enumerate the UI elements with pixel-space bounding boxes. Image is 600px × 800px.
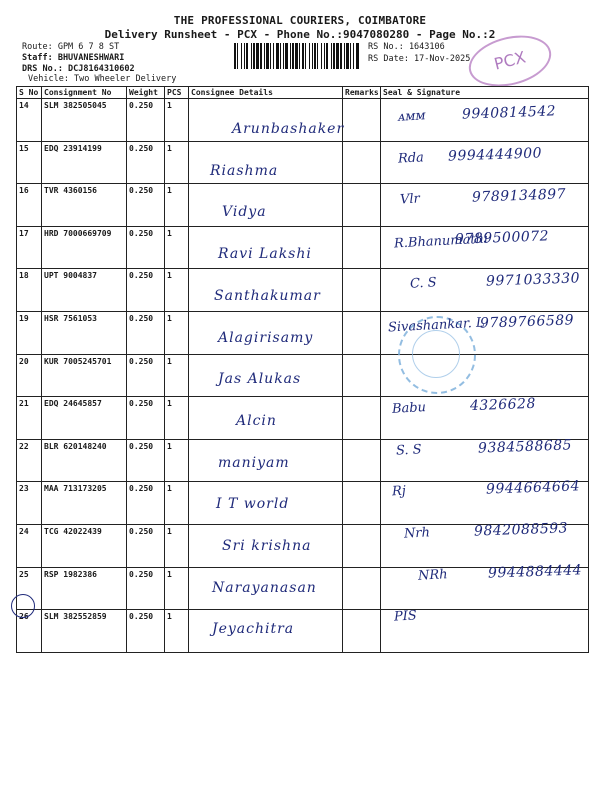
barcode-bar xyxy=(234,43,236,69)
weight-cell: 0.250 xyxy=(127,397,165,440)
handwritten-signature: NRh xyxy=(417,566,448,584)
barcode-bar xyxy=(251,43,252,69)
barcode-bar xyxy=(244,43,245,69)
barcode-bar xyxy=(356,43,359,69)
weight-cell: 0.250 xyxy=(127,226,165,269)
pcs-cell: 1 xyxy=(165,226,189,269)
barcode-bar xyxy=(270,43,271,69)
consignment-cell: SLM 382505045 xyxy=(42,99,127,142)
handwritten-consignee: Alagirisamy xyxy=(218,329,314,346)
remarks-cell xyxy=(343,482,381,525)
sno-cell: 26 xyxy=(17,610,42,653)
handwritten-phone: 9384588685 xyxy=(477,436,573,457)
handwritten-signature: Rda xyxy=(397,150,425,167)
pcs-cell: 1 xyxy=(165,184,189,227)
barcode-bar xyxy=(292,43,294,69)
handwritten-signature: PIS xyxy=(393,608,418,625)
pcs-cell: 1 xyxy=(165,269,189,312)
barcode-bar xyxy=(312,43,313,69)
consignment-cell: EDQ 23914199 xyxy=(42,141,127,184)
handwritten-consignee: Riashma xyxy=(210,162,279,179)
sno-cell: 24 xyxy=(17,524,42,567)
handwritten-phone: 9944884444 xyxy=(487,562,583,582)
weight-cell: 0.250 xyxy=(127,482,165,525)
col-header-remarks: Remarks xyxy=(343,87,381,99)
col-header-consignment: Consignment No xyxy=(42,87,127,99)
barcode-image xyxy=(234,43,360,69)
handwritten-consignee: Narayanasan xyxy=(212,579,317,596)
rs-number: RS No.: 1643106 xyxy=(368,42,445,52)
vehicle-label: Vehicle: Two Wheeler Delivery xyxy=(28,74,177,84)
table-row xyxy=(17,354,589,397)
remarks-cell xyxy=(343,184,381,227)
weight-cell: 0.250 xyxy=(127,99,165,142)
sno-cell: 21 xyxy=(17,397,42,440)
pcs-cell: 1 xyxy=(165,610,189,653)
handwritten-consignee: Sri krishna xyxy=(222,538,312,554)
handwritten-signature: Sivashankar. L xyxy=(387,314,485,336)
consignment-cell: MAA 713173205 xyxy=(42,482,127,525)
weight-cell: 0.250 xyxy=(127,610,165,653)
handwritten-signature: ᴀᴍᴍ xyxy=(397,108,426,125)
barcode-bar xyxy=(340,43,342,69)
barcode-bar xyxy=(241,43,242,69)
pcs-cell: 1 xyxy=(165,311,189,354)
barcode-bar xyxy=(253,43,255,69)
remarks-cell xyxy=(343,567,381,610)
handwritten-consignee: I T world xyxy=(216,496,290,513)
consignment-cell: TVR 4360156 xyxy=(42,184,127,227)
handwritten-phone: 9789134897 xyxy=(471,186,567,207)
weight-cell: 0.250 xyxy=(127,354,165,397)
remarks-cell xyxy=(343,439,381,482)
handwritten-phone: 9944664664 xyxy=(485,478,581,498)
barcode-bar xyxy=(331,43,332,69)
sno-cell: 15 xyxy=(17,141,42,184)
col-header-consignee: Consignee Details xyxy=(189,87,343,99)
barcode-bar xyxy=(346,43,349,69)
barcode-bar xyxy=(350,43,351,69)
table-row xyxy=(17,610,589,653)
barcode-bar xyxy=(324,43,325,69)
rs-date: RS Date: 17-Nov-2025 xyxy=(368,54,471,64)
handwritten-phone: 4326628 xyxy=(469,395,537,415)
handwritten-signature: Vlr xyxy=(399,191,421,208)
barcode-bar xyxy=(290,43,291,69)
handwritten-signature: C. S xyxy=(409,275,438,292)
table-header-row xyxy=(17,87,589,99)
barcode-bar xyxy=(237,43,238,69)
col-header-signature: Seal & Signature xyxy=(381,87,589,99)
barcode-bar xyxy=(285,43,288,69)
barcode-bar xyxy=(302,43,304,69)
staff-label: Staff: BHUVANESHWARI xyxy=(22,53,125,63)
remarks-cell xyxy=(343,226,381,269)
route-label: Route: GPM 6 7 8 ST xyxy=(22,42,120,52)
barcode-bar xyxy=(295,43,298,69)
barcode-bar xyxy=(276,43,279,69)
sno-cell: 14 xyxy=(17,99,42,142)
sno-cell: 19 xyxy=(17,311,42,354)
drs-label: DRS No.: DCJ8164310602 xyxy=(22,64,135,74)
consignment-cell: KUR 7005245701 xyxy=(42,354,127,397)
consignment-cell: BLR 620148240 xyxy=(42,439,127,482)
sno-cell: 17 xyxy=(17,226,42,269)
remarks-cell xyxy=(343,524,381,567)
sno-cell: 18 xyxy=(17,269,42,312)
barcode-bar xyxy=(256,43,259,69)
barcode-bar xyxy=(317,43,318,69)
pcs-cell: 1 xyxy=(165,99,189,142)
handwritten-consignee: Arunbashaker xyxy=(232,121,345,137)
consignment-cell: HSR 7561053 xyxy=(42,311,127,354)
row-26-circle-mark xyxy=(11,594,35,618)
company-seal-inner xyxy=(412,330,460,378)
consignment-cell: SLM 382552859 xyxy=(42,610,127,653)
pcs-cell: 1 xyxy=(165,439,189,482)
handwritten-signature: Babu xyxy=(391,400,427,417)
barcode-bar xyxy=(283,43,284,69)
weight-cell: 0.250 xyxy=(127,567,165,610)
weight-cell: 0.250 xyxy=(127,524,165,567)
remarks-cell xyxy=(343,610,381,653)
weight-cell: 0.250 xyxy=(127,269,165,312)
handwritten-signature: Nrh xyxy=(403,525,431,542)
barcode-bar xyxy=(299,43,300,69)
handwritten-phone: 9789500072 xyxy=(454,228,550,248)
page-title: THE PROFESSIONAL COURIERS, COIMBATORE xyxy=(173,14,427,27)
barcode-bar xyxy=(321,43,322,69)
barcode-bar xyxy=(333,43,335,69)
handwritten-phone: 9994444900 xyxy=(447,145,543,165)
col-header-sno: S No xyxy=(17,87,42,99)
barcode-bar xyxy=(246,43,248,69)
handwritten-consignee: Jas Alukas xyxy=(218,371,302,388)
barcode-bar xyxy=(266,43,269,69)
handwritten-consignee: maniyam xyxy=(218,454,290,471)
consignment-cell: TCG 42022439 xyxy=(42,524,127,567)
weight-cell: 0.250 xyxy=(127,141,165,184)
handwritten-signature: Rj xyxy=(391,483,407,500)
handwritten-consignee: Ravi Lakshi xyxy=(218,246,312,263)
barcode-bar xyxy=(309,43,310,69)
barcode-bar xyxy=(280,43,281,69)
pcs-cell: 1 xyxy=(165,354,189,397)
consignment-cell: UPT 9004837 xyxy=(42,269,127,312)
sno-cell: 20 xyxy=(17,354,42,397)
barcode-bar xyxy=(353,43,354,69)
handwritten-consignee: Santhakumar xyxy=(214,287,321,304)
handwritten-phone: 9842088593 xyxy=(473,520,569,540)
barcode-bar xyxy=(260,43,262,69)
handwritten-signature: R.Bhanumathi xyxy=(393,231,489,252)
barcode-bar xyxy=(264,43,265,69)
handwritten-signature: S. S xyxy=(395,441,422,459)
barcode-bar xyxy=(273,43,274,69)
remarks-cell xyxy=(343,269,381,312)
handwritten-consignee: Alcin xyxy=(236,412,277,429)
consignment-cell: EDQ 24645857 xyxy=(42,397,127,440)
remarks-cell xyxy=(343,397,381,440)
barcode-bar xyxy=(326,43,328,69)
handwritten-consignee: Vidya xyxy=(222,204,267,221)
remarks-cell xyxy=(343,99,381,142)
weight-cell: 0.250 xyxy=(127,439,165,482)
weight-cell: 0.250 xyxy=(127,184,165,227)
sno-cell: 22 xyxy=(17,439,42,482)
pcs-cell: 1 xyxy=(165,141,189,184)
pcs-cell: 1 xyxy=(165,482,189,525)
consignment-cell: HRD 7000669709 xyxy=(42,226,127,269)
handwritten-consignee: Jeyachitra xyxy=(212,621,295,638)
pcx-stamp: PCX xyxy=(463,28,556,95)
handwritten-phone: 9789766589 xyxy=(479,311,575,332)
remarks-cell xyxy=(343,311,381,354)
sno-cell: 16 xyxy=(17,184,42,227)
col-header-pcs: PCS xyxy=(165,87,189,99)
runsheet-subtitle: Delivery Runsheet - PCX - Phone No.:9047080280 - Page No.:2 xyxy=(104,28,496,41)
sno-cell: 23 xyxy=(17,482,42,525)
pcs-cell: 1 xyxy=(165,524,189,567)
barcode-bar xyxy=(344,43,345,69)
remarks-cell xyxy=(343,141,381,184)
handwritten-phone: 9971033330 xyxy=(485,270,581,290)
remarks-cell xyxy=(343,354,381,397)
weight-cell: 0.250 xyxy=(127,311,165,354)
pcs-cell: 1 xyxy=(165,567,189,610)
barcode-bar xyxy=(305,43,306,69)
barcode-bar xyxy=(314,43,316,69)
sno-cell: 25 xyxy=(17,567,42,610)
consignment-cell: RSP 1982386 xyxy=(42,567,127,610)
handwritten-phone: 9940814542 xyxy=(461,103,557,123)
barcode-bar xyxy=(336,43,339,69)
pcs-cell: 1 xyxy=(165,397,189,440)
col-header-weight: Weight xyxy=(127,87,165,99)
